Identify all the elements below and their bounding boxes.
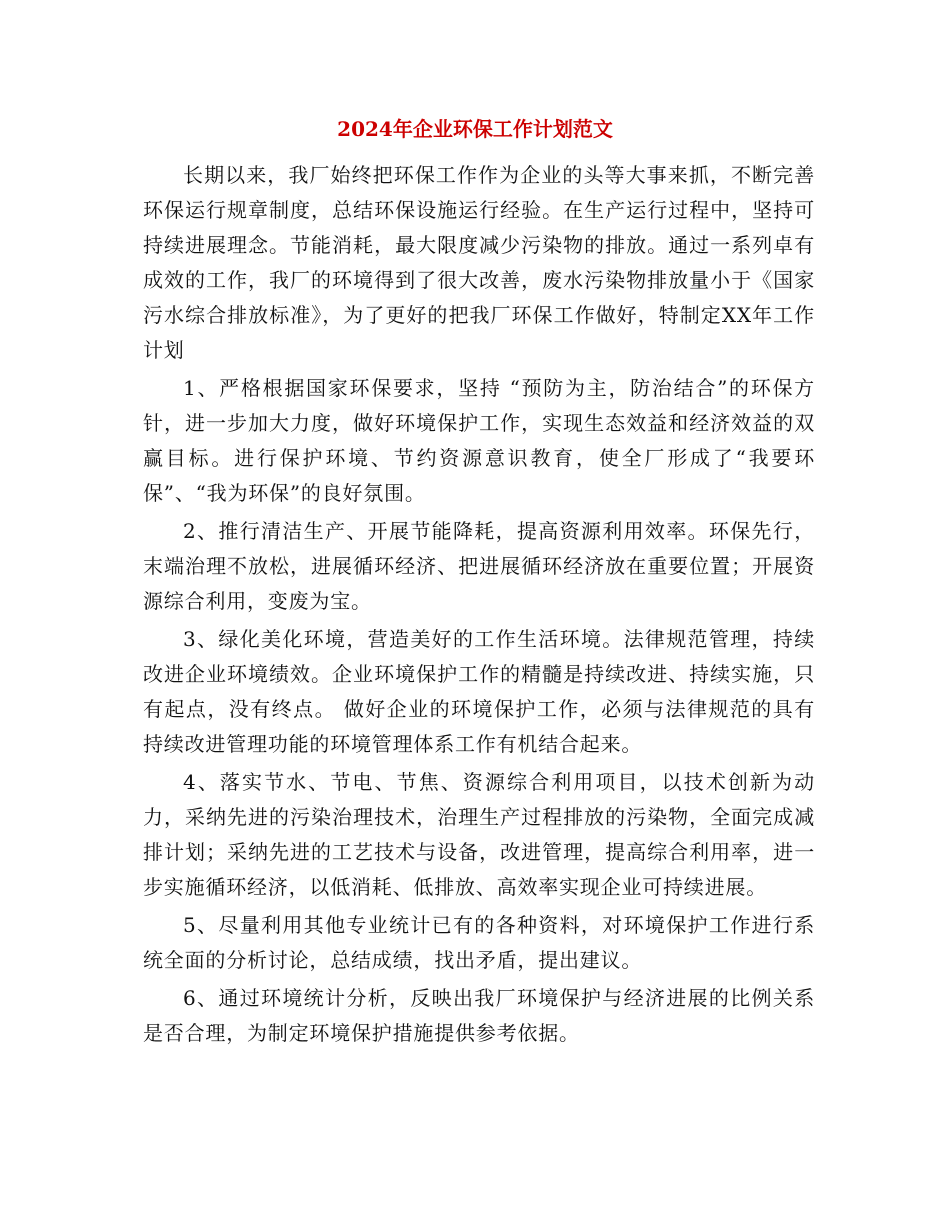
paragraph-item-6: 6、通过环境统计分析，反映出我厂环境保护与经济进展的比例关系是否合理，为制定环境保护措施提供参考依据。 (143, 986, 815, 1045)
document-title: 2024年企业环保工作计划范文 (337, 117, 613, 141)
document-body (143, 158, 815, 1051)
paragraph-item-5: 5、尽量利用其他专业统计已有的各种资料，对环境保护工作进行系统全面的分析讨论，总结成绩，找出矛盾，提出建议。 (143, 913, 815, 972)
paragraph-item-2: 2、推行清洁生产、开展节能降耗，提高资源利用效率。环保先行，末端治理不放松，进展循环经济、把进展循环经济放在重要位置；开展资源综合利用，变废为宝。 (143, 519, 815, 613)
paragraph-intro: 长期以来，我厂始终把环保工作作为企业的头等大事来抓，不断完善环保运行规章制度，总结环保设施运行经验。在生产运行过程中，坚持可持续进展理念。节能消耗，最大限度减少污染物的排放。通过一系列卓有成效的工作，我厂的环境得到了很大改善，废水污染物排放量小于《国家污水综合排放标准》，为了更好的把我厂环保工作做好，特制定XX年工作计划 (143, 163, 815, 362)
paragraph-item-1: 1、严格根据国家环保要求，坚持 “预防为主，防治结合”的环保方针，进一步加大力度，做好环境保护工作，实现生态效益和经济效益的双赢目标。进行保护环境、节约资源意识教育，使全厂形成了“我要环保”、“我为环保”的良好氛围。 (143, 376, 815, 505)
paragraph-item-3: 3、绿化美化环境，营造美好的工作生活环境。法律规范管理，持续改进企业环境绩效。企业环境保护工作的精髓是持续改进、持续实施，只有起点，没有终点。 做好企业的环境保护工作，必须与法律规范的具有持续改进管理功能的环境管理体系工作有机结合起来。 (143, 627, 815, 756)
paragraph-item-4: 4、落实节水、节电、节焦、资源综合利用项目，以技术创新为动力，采纳先进的污染治理技术，治理生产过程排放的污染物，全面完成减排计划；采纳先进的工艺技术与设备，改进管理，提高综合利用率，进一步实施循环经济，以低消耗、低排放、高效率实现企业可持续进展。 (143, 770, 815, 899)
